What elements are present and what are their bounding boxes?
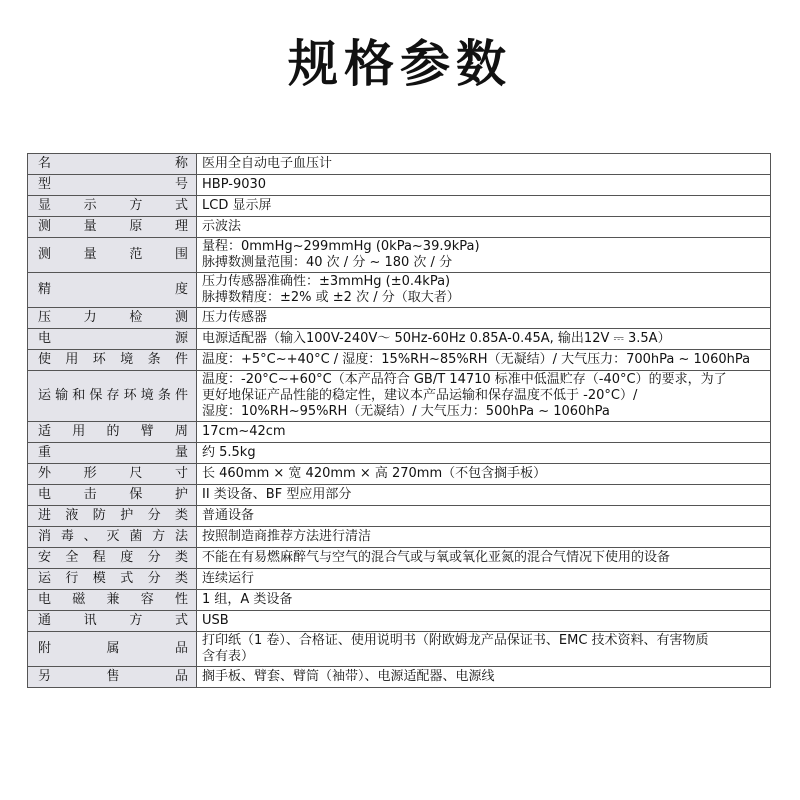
spec-value: USB [197, 611, 771, 632]
spec-value: 压力传感器准确性：±3mmHg (±0.4kPa) 脉搏数精度：±2% 或 ±2 次 / 分（取大者） [197, 273, 771, 308]
table-row [28, 548, 771, 569]
spec-value: 按照制造商推荐方法进行清洁 [197, 527, 771, 548]
spec-label: 名称 [28, 154, 197, 175]
table-row [28, 196, 771, 217]
spec-value: 医用全自动电子血压计 [197, 154, 771, 175]
spec-table [27, 153, 771, 688]
table-row [28, 569, 771, 590]
spec-value: 温度：-20°C~+60°C（本产品符合 GB/T 14710 标准中低温贮存（-40°C）的要求，为了 更好地保证产品性能的稳定性，建议本产品运输和保存温度不低于 -20°C）/ 湿度：10%RH~95%RH（无凝结）/ 大气压力：500hPa ~ 1060hPa [197, 371, 771, 422]
table-row [28, 590, 771, 611]
spec-label: 型号 [28, 175, 197, 196]
table-row [28, 217, 771, 238]
table-row [28, 371, 771, 422]
page-title: 规格参数 [288, 35, 512, 93]
spec-value: 不能在有易燃麻醉气与空气的混合气或与氧或氧化亚氮的混合气情况下使用的设备 [197, 548, 771, 569]
table-row [28, 273, 771, 308]
table-row [28, 527, 771, 548]
spec-label: 另售品 [28, 667, 197, 688]
spec-label: 运输和保存环境条件 [28, 371, 197, 422]
spec-value: 压力传感器 [197, 308, 771, 329]
spec-label: 电源 [28, 329, 197, 350]
table-row [28, 611, 771, 632]
spec-value: HBP-9030 [197, 175, 771, 196]
spec-label: 附属品 [28, 632, 197, 667]
spec-label: 适用的臂周 [28, 422, 197, 443]
table-row [28, 443, 771, 464]
table-row [28, 464, 771, 485]
table-row [28, 154, 771, 175]
spec-label: 使用环境条件 [28, 350, 197, 371]
spec-label: 进液防护分类 [28, 506, 197, 527]
table-row [28, 238, 771, 273]
spec-value: 17cm~42cm [197, 422, 771, 443]
spec-label: 显示方式 [28, 196, 197, 217]
table-row [28, 308, 771, 329]
spec-label: 电击保护 [28, 485, 197, 506]
spec-value: 打印纸（1 卷）、合格证、使用说明书（附欧姆龙产品保证书、EMC 技术资料、有害物质 含有表） [197, 632, 771, 667]
table-row [28, 422, 771, 443]
table-row [28, 350, 771, 371]
spec-value: 温度：+5°C~+40°C / 湿度：15%RH~85%RH（无凝结）/ 大气压力：700hPa ~ 1060hPa [197, 350, 771, 371]
spec-value: 示波法 [197, 217, 771, 238]
spec-value: 长 460mm × 宽 420mm × 高 270mm（不包含搁手板） [197, 464, 771, 485]
spec-label: 测量范围 [28, 238, 197, 273]
spec-value: 电源适配器（输入100V-240V～ 50Hz-60Hz 0.85A-0.45A, 输出12V ⎓ 3.5A） [197, 329, 771, 350]
spec-label: 精度 [28, 273, 197, 308]
spec-value: 普通设备 [197, 506, 771, 527]
spec-label: 压力检测 [28, 308, 197, 329]
spec-value: 连续运行 [197, 569, 771, 590]
table-row [28, 175, 771, 196]
spec-value: LCD 显示屏 [197, 196, 771, 217]
table-row [28, 485, 771, 506]
spec-value: 约 5.5kg [197, 443, 771, 464]
table-row [28, 329, 771, 350]
spec-label: 测量原理 [28, 217, 197, 238]
spec-value: II 类设备、BF 型应用部分 [197, 485, 771, 506]
table-row [28, 506, 771, 527]
spec-value: 量程：0mmHg~299mmHg (0kPa~39.9kPa) 脉搏数测量范围：40 次 / 分 ~ 180 次 / 分 [197, 238, 771, 273]
spec-label: 运行模式分类 [28, 569, 197, 590]
spec-value: 搁手板、臂套、臂筒（袖带）、电源适配器、电源线 [197, 667, 771, 688]
spec-label: 消毒、灭菌方法 [28, 527, 197, 548]
spec-label: 重量 [28, 443, 197, 464]
spec-label: 电磁兼容性 [28, 590, 197, 611]
table-row [28, 667, 771, 688]
spec-label: 安全程度分类 [28, 548, 197, 569]
spec-label: 外形尺寸 [28, 464, 197, 485]
spec-value: 1 组，A 类设备 [197, 590, 771, 611]
spec-label: 通讯方式 [28, 611, 197, 632]
table-row [28, 632, 771, 667]
